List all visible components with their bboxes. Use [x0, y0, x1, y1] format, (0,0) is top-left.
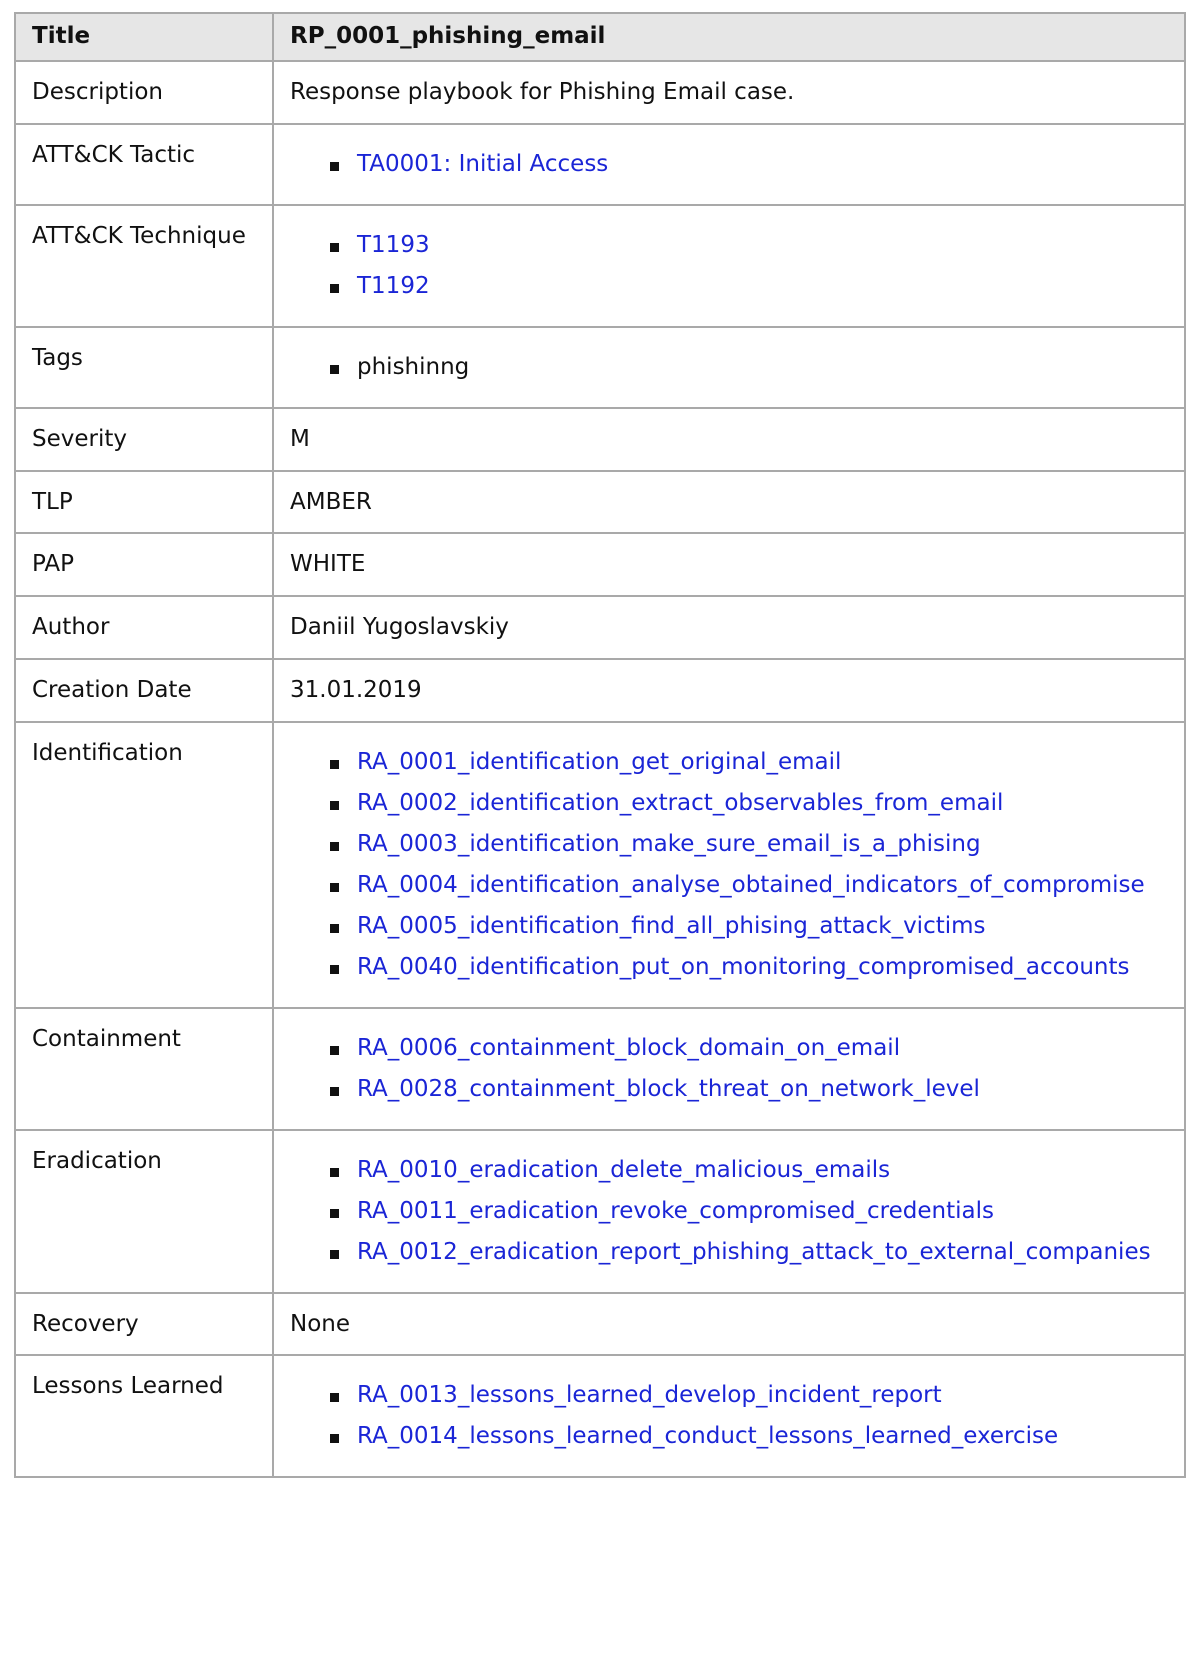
identification-list	[290, 749, 1168, 991]
row-key: Lessons Learned	[15, 1355, 273, 1477]
technique-link[interactable]: T1193	[357, 231, 430, 258]
row-value: WHITE	[273, 533, 1185, 596]
row-key: Creation Date	[15, 659, 273, 722]
identification-link[interactable]: RA_0001_identification_get_original_email	[357, 748, 842, 775]
row-value	[273, 1355, 1185, 1477]
row-key: Author	[15, 596, 273, 659]
row-value: M	[273, 408, 1185, 471]
list-item	[290, 1198, 1168, 1225]
row-tags	[15, 327, 1185, 408]
row-containment	[15, 1008, 1185, 1130]
row-tlp	[15, 471, 1185, 534]
row-value: Response playbook for Phishing Email case.	[273, 61, 1185, 124]
row-value: AMBER	[273, 471, 1185, 534]
row-value: 31.01.2019	[273, 659, 1185, 722]
row-key: Tags	[15, 327, 273, 408]
containment-link[interactable]: RA_0028_containment_block_threat_on_network_level	[357, 1075, 980, 1102]
playbook-container	[14, 12, 1184, 1478]
row-key: ATT&CK Technique	[15, 205, 273, 327]
row-value	[273, 1130, 1185, 1293]
list-item	[290, 1035, 1168, 1062]
identification-link[interactable]: RA_0002_identification_extract_observables_from_email	[357, 789, 1004, 816]
row-recovery	[15, 1293, 1185, 1356]
row-value	[273, 327, 1185, 408]
row-attack-tactic	[15, 124, 1185, 205]
row-pap	[15, 533, 1185, 596]
row-eradication	[15, 1130, 1185, 1293]
row-key: PAP	[15, 533, 273, 596]
list-item	[290, 1382, 1168, 1409]
list-item	[290, 354, 1168, 381]
tactic-link[interactable]: TA0001: Initial Access	[357, 150, 609, 177]
list-item	[290, 1157, 1168, 1184]
row-key: TLP	[15, 471, 273, 534]
list-item	[290, 913, 1168, 940]
row-value	[273, 124, 1185, 205]
row-key: Identification	[15, 722, 273, 1008]
row-identification	[15, 722, 1185, 1008]
list-item	[290, 790, 1168, 817]
row-value	[273, 722, 1185, 1008]
eradication-list	[290, 1157, 1168, 1276]
identification-link[interactable]: RA_0040_identification_put_on_monitoring_compromised_accounts	[357, 953, 1130, 980]
list-item	[290, 232, 1168, 259]
header-value: RP_0001_phishing_email	[273, 13, 1185, 61]
list-item	[290, 1076, 1168, 1103]
row-attack-technique	[15, 205, 1185, 327]
list-item	[290, 872, 1168, 899]
row-value: Daniil Yugoslavskiy	[273, 596, 1185, 659]
row-key: ATT&CK Tactic	[15, 124, 273, 205]
tags-list	[290, 354, 1168, 391]
row-lessons-learned	[15, 1355, 1185, 1477]
list-item	[290, 273, 1168, 300]
row-author	[15, 596, 1185, 659]
list-item	[290, 1239, 1168, 1266]
lessons-learned-list	[290, 1382, 1168, 1460]
table-header-row	[15, 13, 1185, 61]
eradication-link[interactable]: RA_0010_eradication_delete_malicious_emails	[357, 1156, 891, 1183]
row-key: Recovery	[15, 1293, 273, 1356]
row-key: Description	[15, 61, 273, 124]
list-item	[290, 954, 1168, 981]
eradication-link[interactable]: RA_0011_eradication_revoke_compromised_credentials	[357, 1197, 994, 1224]
list-item	[290, 1423, 1168, 1450]
tactic-list	[290, 151, 1168, 188]
row-value	[273, 205, 1185, 327]
identification-link[interactable]: RA_0005_identification_find_all_phising_attack_victims	[357, 912, 986, 939]
containment-list	[290, 1035, 1168, 1113]
containment-link[interactable]: RA_0006_containment_block_domain_on_email	[357, 1034, 901, 1061]
row-severity	[15, 408, 1185, 471]
technique-link[interactable]: T1192	[357, 272, 430, 299]
list-item	[290, 831, 1168, 858]
header-key: Title	[15, 13, 273, 61]
row-value	[273, 1008, 1185, 1130]
row-description	[15, 61, 1185, 124]
row-creation-date	[15, 659, 1185, 722]
row-key: Severity	[15, 408, 273, 471]
identification-link[interactable]: RA_0004_identification_analyse_obtained_indicators_of_compromise	[357, 871, 1145, 898]
identification-link[interactable]: RA_0003_identification_make_sure_email_is_a_phising	[357, 830, 981, 857]
row-key: Eradication	[15, 1130, 273, 1293]
technique-list	[290, 232, 1168, 310]
lessons-learned-link[interactable]: RA_0014_lessons_learned_conduct_lessons_learned_exercise	[357, 1423, 1059, 1450]
list-item	[290, 749, 1168, 776]
row-key: Containment	[15, 1008, 273, 1130]
row-value: None	[273, 1293, 1185, 1356]
playbook-table	[14, 12, 1186, 1478]
list-item	[290, 151, 1168, 178]
tag-text: phishinng	[357, 353, 470, 380]
eradication-link[interactable]: RA_0012_eradication_report_phishing_attack_to_external_companies	[357, 1238, 1151, 1265]
lessons-learned-link[interactable]: RA_0013_lessons_learned_develop_incident_report	[357, 1382, 942, 1409]
